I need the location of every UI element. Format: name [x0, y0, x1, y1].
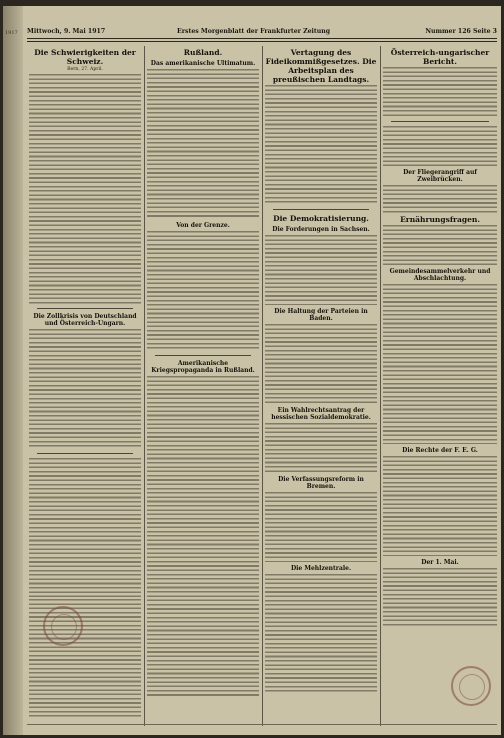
- newspaper-page: [3, 6, 501, 735]
- article-subheadline: Die Haltung der Parteien in Baden.: [274, 308, 368, 322]
- article-body: [147, 376, 259, 696]
- article-separator: [273, 209, 369, 210]
- article-body: [383, 225, 497, 265]
- article-separator: [37, 453, 133, 454]
- page-binding: [3, 6, 23, 735]
- article-headline: Österreich-ungarischer Bericht.: [390, 48, 490, 66]
- article-headline: Die Zollkrisis von Deutschland und Österreich-Ungarn.: [33, 313, 137, 327]
- page-footer-rule: [27, 724, 497, 725]
- header-publication: Erstes Morgenblatt der Frankfurter Zeitung: [177, 28, 331, 35]
- article-body: [383, 126, 497, 166]
- article-body: [29, 74, 141, 304]
- header-rule-thin: [27, 41, 497, 42]
- article-body: [265, 574, 377, 694]
- column-4: [383, 46, 497, 726]
- article-subheadline: Der 1. Mai.: [421, 559, 459, 566]
- article-headline: Vertagung des Fideikommißgesetzes. Die Arbeitsplan des preußischen Landtags.: [265, 48, 377, 84]
- article-separator: [155, 355, 251, 356]
- library-stamp: [43, 606, 83, 646]
- header-page-number: Nummer 126 Seite 3: [425, 28, 497, 35]
- article-dateline: Bern, 27. April.: [67, 67, 103, 72]
- column-3: [265, 46, 377, 726]
- article-subheadline: Die Verfassungsreform in Bremen.: [278, 476, 364, 490]
- column-divider: [262, 46, 263, 726]
- article-subheadline: Gemeindesammelverkehr und Abschlachtung.: [389, 268, 491, 282]
- header-rule: [27, 38, 497, 39]
- column-2: [147, 46, 259, 726]
- article-body: [29, 329, 141, 449]
- article-body: [383, 568, 497, 628]
- article-subheadline: Das amerikanische Ultimatum.: [150, 60, 256, 67]
- article-body: [147, 231, 259, 351]
- header-date: Mittwoch, 9. Mai 1917: [27, 28, 106, 35]
- article-body: [265, 324, 377, 404]
- article-body: [265, 423, 377, 473]
- article-body: [265, 492, 377, 562]
- article-subheadline: Der Fliegerangriff auf Zweibrücken.: [403, 169, 477, 183]
- binding-year: 1917: [5, 30, 18, 36]
- article-body: [383, 67, 497, 117]
- article-body: [29, 458, 141, 598]
- article-body: [147, 69, 259, 219]
- article-separator: [391, 121, 489, 122]
- article-body: [265, 235, 377, 305]
- article-body: [383, 185, 497, 213]
- article-headline: Die Demokratisierung.: [273, 214, 369, 223]
- article-headline: Die Schwierigkeiten der Schweiz.: [34, 48, 136, 66]
- article-subheadline: Die Forderungen in Sachsen.: [272, 226, 370, 233]
- article-subheadline: Die Mehlzentrale.: [290, 565, 352, 572]
- article-subheadline: Amerikanische Kriegspropaganda in Rußland.: [151, 360, 255, 374]
- article-separator: [37, 308, 133, 309]
- article-headline: Rußland.: [183, 48, 223, 57]
- article-subheadline: Ein Wahlrechtsantrag der hessischen Sozialdemokratie.: [271, 407, 371, 421]
- article-subheadline: Die Rechte der F. E. G.: [402, 447, 478, 454]
- article-body: [383, 284, 497, 444]
- column-divider: [380, 46, 381, 726]
- article-body: [265, 85, 377, 205]
- page-header: [27, 28, 497, 38]
- article-subheadline: Von der Grenze.: [176, 222, 230, 229]
- article-headline: Ernährungsfragen.: [400, 215, 480, 224]
- article-body: [383, 456, 497, 556]
- column-divider: [144, 46, 145, 726]
- library-stamp: [451, 666, 491, 706]
